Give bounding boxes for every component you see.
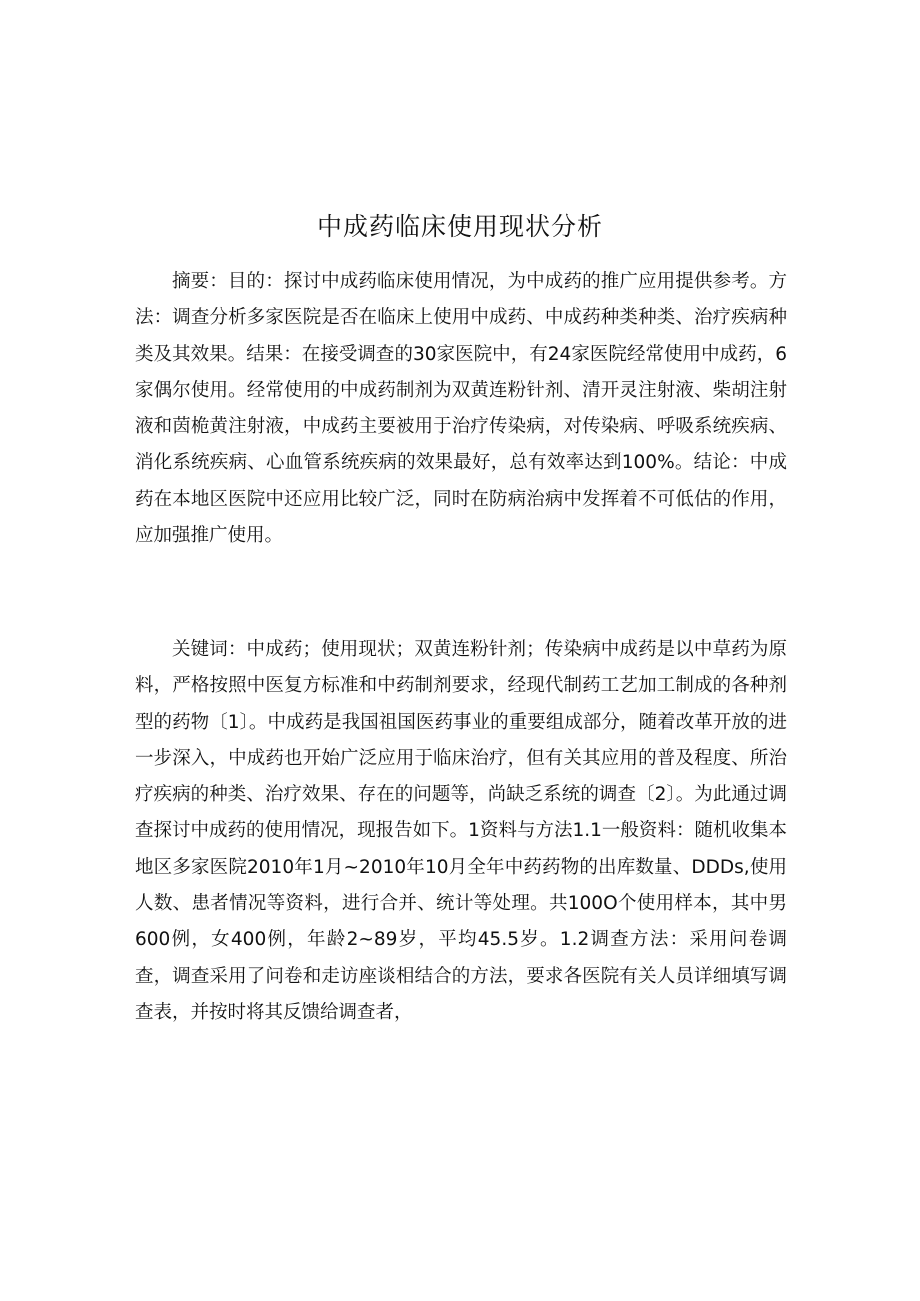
body-paragraph: 关键词：中成药；使用现状；双黄连粉针剂；传染病中成药是以中草药为原料，严格按照中医复方标准和中药制剂要求，经现代制药工艺加工制成的各种剂型的药物〔1〕。中成药是我国祖国医药事业的重要组成部分，随着改革开放的进一步深入，中成药也开始广泛应用于临床治疗，但有关其应用的普及程度、所治疗疾病的种类、治疗效果、存在的问题等，尚缺乏系统的调查〔2〕。为此通过调查探讨中成药的使用情况，现报告如下。1资料与方法1.1一般资料：随机收集本地区多家医院2010年1月~2010年10月全年中药药物的出库数量、DDDs,使用人数、患者情况等资料，进行合并、统计等处理。共100O个使用样本，其中男600例，女400例，年龄2~89岁，平均45.5岁。1.2调查方法：采用问卷调查，调查采用了问卷和走访座谈相结合的方法，要求各医院有关人员详细填写调查表，并按时将其反馈给调查者，	[135, 639, 787, 1023]
abstract-paragraph: 摘要：目的：探讨中成药临床使用情况，为中成药的推广应用提供参考。方法：调查分析多家医院是否在临床上使用中成药、中成药种类种类、治疗疾病种类及其效果。结果：在接受调查的30家医院中，有24家医院经常使用中成药，6家偶尔使用。经常使用的中成药制剂为双黄连粉针剂、清开灵注射液、柴胡注射液和茵桅黄注射液，中成药主要被用于治疗传染病，对传染病、呼吸系统疾病、消化系统疾病、心血管系统疾病的效果最好，总有效率达到100%。结论：中成药在本地区医院中还应用比较广泛，同时在防病治病中发挥着不可低估的作用，应加强推广使用。	[135, 271, 787, 547]
page-title: 中成药临床使用现状分析	[316, 211, 603, 241]
